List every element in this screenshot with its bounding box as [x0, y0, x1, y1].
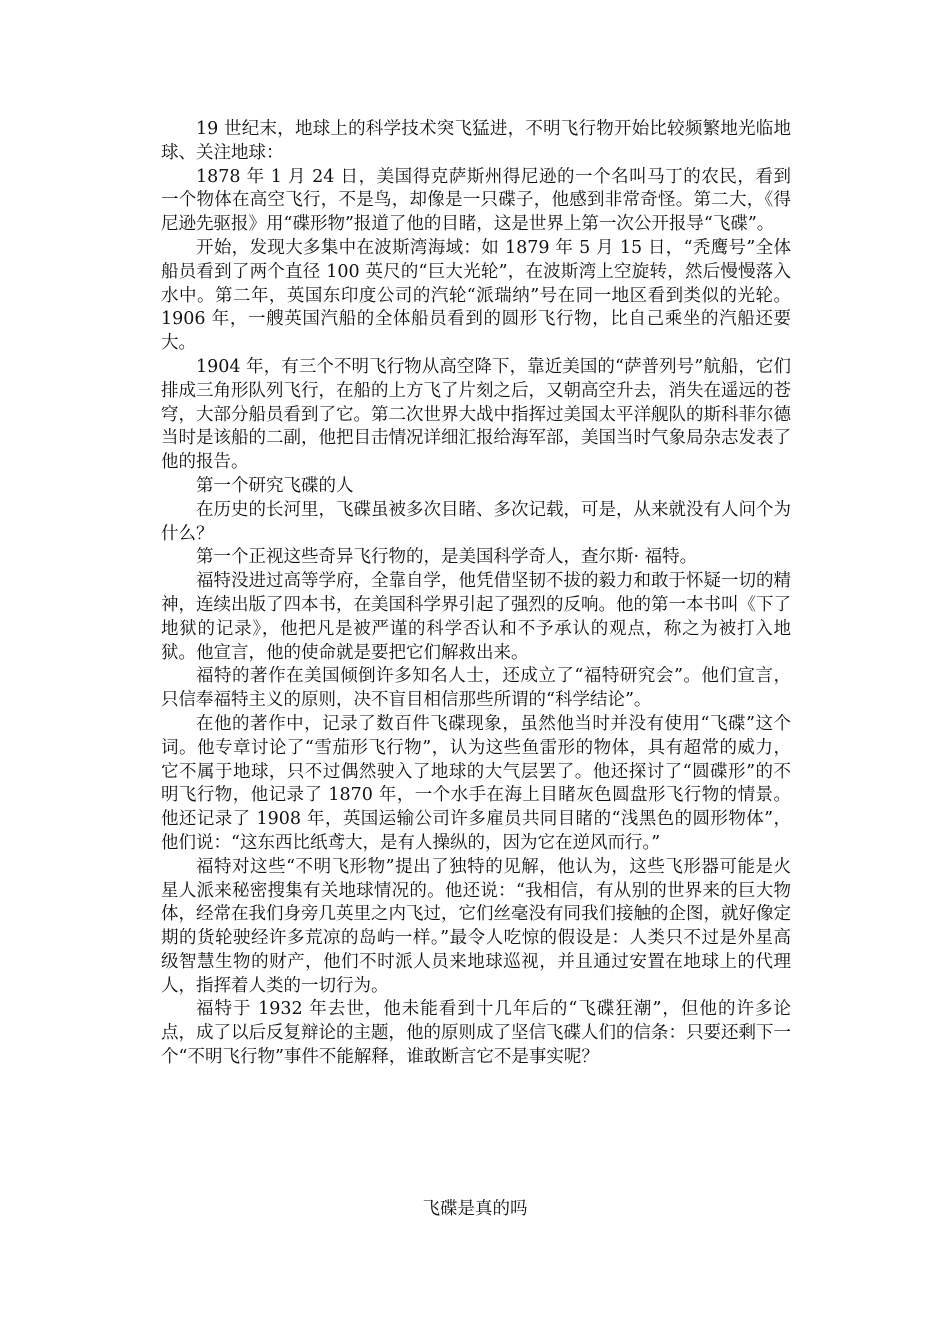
paragraph: 福特于 1932 年去世，他未能看到十几年后的“飞碟狂潮”，但他的许多论点，成了以后反复辩论的主题，他的原则成了坚信飞碟人们的信条：只要还剩下一个“不明飞行物”事件不能解释，谁敢断言它不是事实呢？ [161, 999, 791, 1068]
paragraph: 在他的著作中，记录了数百件飞碟现象，虽然他当时并没有使用“飞碟”这个词。他专章讨论了“雪茄形飞行物”，认为这些鱼雷形的物体，具有超常的威力，它不属于地球，只不过偶然驶入了地球的大气层罢了。他还探讨了“圆碟形”的不明飞行物，他记录了 1870 年，一个水手在海上目睹灰色圆盘形飞行物的情景。他还记录了 1908 年，英国运输公司许多雇员共同目睹的“浅黑色的圆形物体”，他们说：“这东西比纸鸢大，是有人操纵的，因为它在逆风而行。” [161, 713, 791, 853]
section-heading: 第一个研究飞碟的人 [196, 475, 354, 496]
article-body [161, 118, 791, 1070]
paragraph: 第一个正视这些奇异飞行物的，是美国科学奇人，查尔斯· 福特。 [196, 547, 698, 568]
paragraph: 19 世纪末，地球上的科学技术突飞猛进，不明飞行物开始比较频繁地光临地球、关注地球： [161, 119, 791, 163]
paragraph: 1904 年，有三个不明飞行物从高空降下，靠近美国的“萨普列号”航船，它们排成三角形队列飞行，在船的上方飞了片刻之后，又朝高空升去，消失在遥远的苍穹，大部分船员看到了它。第二次世界大战中指挥过美国太平洋舰队的斯科菲尔德当时是该船的二副，他把目击情况详细汇报给海军部，美国当时气象局杂志发表了他的报告。 [161, 356, 791, 473]
paragraph: 福特对这些“不明飞形物”提出了独特的见解，他认为，这些飞形器可能是火星人派来秘密搜集有关地球情况的。他还说：“我相信，有从别的世界来的巨大物体，经常在我们身旁几英里之内飞过，它们丝毫没有同我们接触的企图，就好像定期的货轮驶经许多荒凉的岛屿一样。”最令人吃惊的假设是：人类只不过是外星高级智慧生物的财产，他们不时派人员来地球巡视，并且通过安置在地球上的代理人，指挥着人类的一切行为。 [161, 856, 791, 996]
paragraph: 福特的著作在美国倾倒许多知名人士，还成立了“福特研究会”。他们宣言，只信奉福特主义的原则，决不盲目相信那些所谓的“科学结论”。 [161, 666, 791, 711]
paragraph: 福特没进过高等学府，全靠自学，他凭借坚韧不拔的毅力和敢于怀疑一切的精神，连续出版了四本书，在美国科学界引起了强烈的反响。他的第一本书叫《下了地狱的记录》，他把凡是被严谨的科学否认和不予承认的观点，称之为被打入地狱。他宣言，他的使命就是要把它们解救出来。 [161, 571, 791, 663]
paragraph: 1878 年 1 月 24 日，美国得克萨斯州得尼逊的一个名叫马丁的农民，看到一个物体在高空飞行，不是鸟，却像是一只碟子，他感到非常奇怪。第二大，《得尼逊先驱报》用“碟形物”报道了他的目睹，这是世界上第一次公开报导“飞碟”。 [161, 166, 791, 235]
paragraph: 开始，发现大多集中在波斯湾海域：如 1879 年 5 月 15 日，“秃鹰号”全体船员看到了两个直径 100 英尺的“巨大光轮”，在波斯湾上空旋转，然后慢慢落入水中。第二年，英国东印度公司的汽轮“派瑞纳”号在同一地区看到类似的光轮。1906 年，一艘英国汽船的全体船员看到的圆形飞行物，比自己乘坐的汽船还要大。 [161, 237, 791, 354]
footer-title: 飞碟是真的吗 [422, 1199, 528, 1219]
paragraph: 在历史的长河里，飞碟虽被多次目睹、多次记载，可是，从来就没有人问个为什么？ [161, 499, 791, 544]
